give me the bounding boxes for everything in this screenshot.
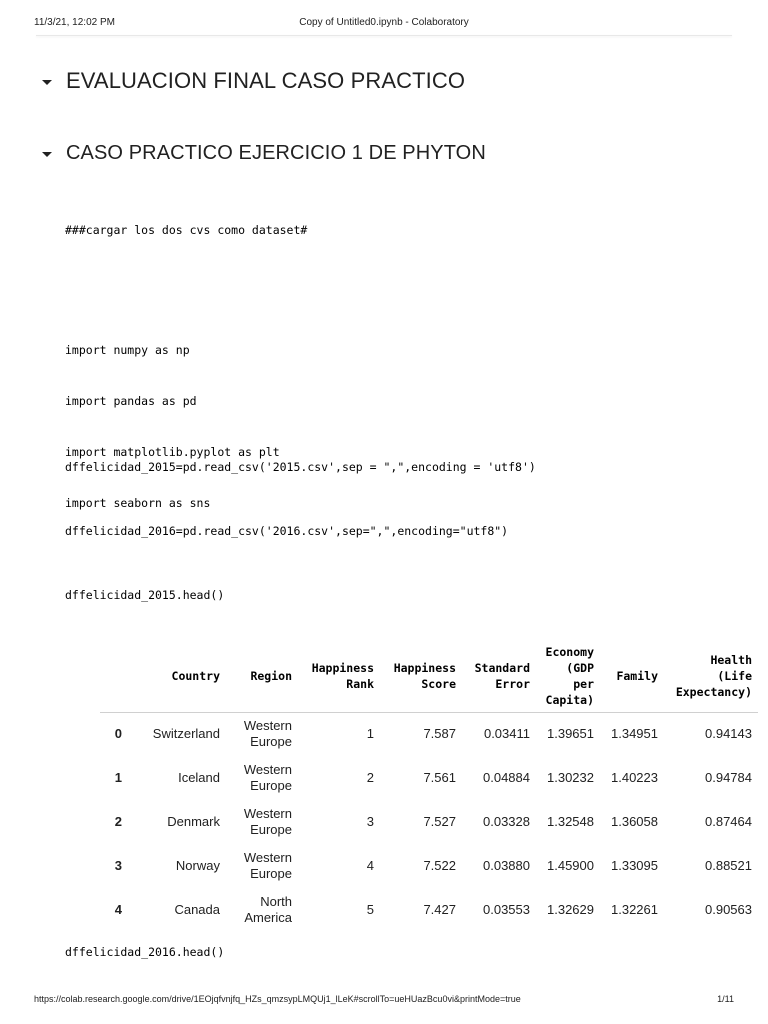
row-index: 3 (114, 858, 122, 873)
cell-family: 1.34951 (611, 726, 658, 742)
cell-error: 0.03553 (483, 902, 530, 917)
section-heading-text: EVALUACION FINAL CASO PRACTICO (66, 68, 466, 93)
cell-error: 0.04884 (483, 770, 530, 785)
cell-rank: 4 (366, 858, 374, 873)
cell-rank: 2 (366, 770, 374, 785)
index-header (100, 640, 130, 712)
table-header-row (100, 640, 758, 712)
code-cell-head-2016[interactable]: dffelicidad_2016.head() (65, 945, 225, 959)
cell-score: 7.587 (423, 726, 456, 742)
cell-health: 0.94143 (705, 726, 752, 742)
cell-country: Norway (175, 858, 220, 873)
cell-score: 7.522 (423, 858, 456, 873)
code-cell-comment[interactable]: ###cargar los dos cvs como dataset# (65, 223, 308, 237)
section-heading-text: CASO PRACTICO EJERCICIO 1 DE PHYTON (66, 141, 486, 164)
cell-rank: 1 (366, 726, 374, 742)
table-row (100, 844, 758, 888)
dataframe-output-table (100, 640, 758, 932)
cell-economy: 1.32629 (547, 902, 594, 917)
cell-region: Western Europe (243, 718, 292, 750)
cell-economy: 1.45900 (547, 858, 594, 873)
cell-rank: 5 (366, 902, 374, 917)
column-header-happiness-rank: Happiness Rank (311, 660, 374, 691)
code-cell-imports[interactable] (65, 308, 280, 529)
cell-score: 7.561 (423, 770, 456, 785)
code-line: import seaborn as sns (65, 496, 211, 510)
cell-rank: 3 (366, 814, 374, 829)
table-row (100, 888, 758, 932)
cell-score: 7.527 (423, 814, 456, 829)
cell-region: Western Europe (243, 806, 292, 837)
cell-country: Iceland (178, 770, 220, 785)
cell-health: 0.94784 (705, 770, 752, 785)
cell-region: Western Europe (243, 762, 292, 793)
code-line: import matplotlib.pyplot as plt (65, 445, 280, 459)
cell-family: 1.36058 (611, 814, 658, 829)
table-row (100, 756, 758, 800)
code-cell-read-2015[interactable]: dffelicidad_2015=pd.read_csv('2015.csv',sep = ",",encoding = 'utf8') (65, 460, 536, 474)
column-header-economy: Economy (GDP per Capita) (545, 644, 594, 707)
column-header-health: Health (Life Expectancy) (675, 652, 752, 699)
cell-country: Denmark (167, 814, 220, 829)
cell-economy: 1.32548 (547, 814, 594, 829)
print-page-number: 1/11 (717, 994, 734, 1004)
section-heading-evaluacion[interactable] (42, 61, 465, 101)
row-index: 2 (114, 814, 122, 829)
cell-economy: 1.30232 (547, 770, 594, 785)
column-header-standard-error: Standard Error (474, 660, 530, 691)
table-row (100, 800, 758, 844)
section-heading-caso-practico[interactable] (42, 133, 486, 173)
cell-family: 1.40223 (611, 770, 658, 785)
row-index: 4 (114, 902, 122, 917)
cell-error: 0.03328 (483, 814, 530, 829)
row-index: 0 (114, 726, 122, 742)
cell-family: 1.33095 (611, 858, 658, 873)
print-page-title: Copy of Untitled0.ipynb - Colaboratory (299, 17, 469, 28)
column-header-country: Country (171, 668, 220, 683)
header-divider (36, 35, 732, 36)
cell-error: 0.03880 (483, 858, 530, 873)
cell-family: 1.32261 (611, 902, 658, 917)
cell-health: 0.87464 (705, 814, 752, 829)
cell-health: 0.88521 (705, 858, 752, 873)
caret-down-icon[interactable] (42, 152, 52, 157)
row-index: 1 (114, 770, 122, 785)
cell-score: 7.427 (423, 902, 456, 917)
code-line: import numpy as np (65, 343, 190, 357)
cell-region: Western Europe (243, 850, 292, 881)
print-header (0, 0, 768, 36)
column-header-happiness-score: Happiness Score (393, 660, 456, 691)
column-header-family: Family (616, 668, 658, 683)
caret-down-icon[interactable] (42, 80, 52, 85)
cell-region: North America (244, 894, 292, 925)
cell-economy: 1.39651 (547, 726, 594, 742)
code-cell-head-2015[interactable]: dffelicidad_2015.head() (65, 588, 225, 602)
cell-country: Canada (174, 902, 220, 917)
print-footer-url: https://colab.research.google.com/drive/1EOjqfvnjfq_HZs_qmzsypLMQUj1_lLeK#scrollTo=ueHUazBcu0vi&printMode=true (34, 994, 521, 1004)
column-header-region: Region (250, 668, 292, 683)
cell-health: 0.90563 (705, 902, 752, 917)
print-datetime: 11/3/21, 12:02 PM (34, 17, 115, 28)
cell-error: 0.03411 (483, 726, 530, 742)
cell-country: Switzerland (152, 726, 220, 742)
table-row (100, 712, 758, 756)
code-line: import pandas as pd (65, 394, 197, 408)
code-cell-read-2016[interactable]: dffelicidad_2016=pd.read_csv('2016.csv',sep=",",encoding="utf8") (65, 524, 509, 538)
